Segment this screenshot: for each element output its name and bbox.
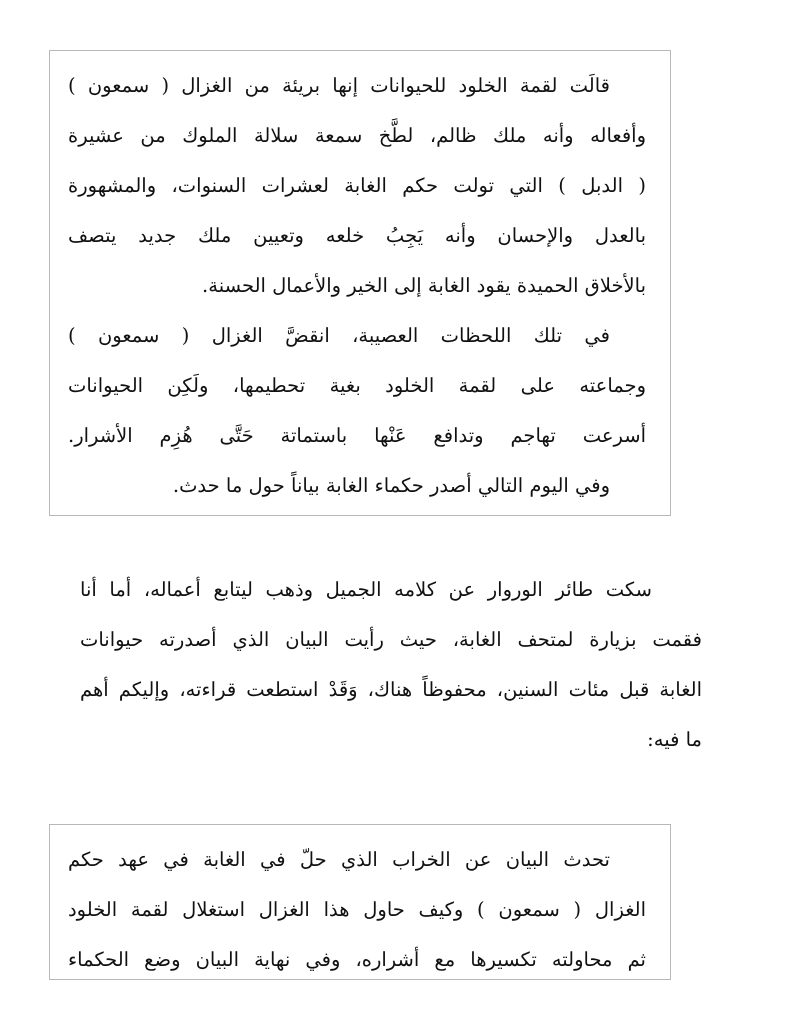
paragraph-line: سكت طائر الوروار عن كلامه الجميل وذهب ليتابع أعماله، أما أنا [80, 578, 652, 601]
paragraph-line: بالأخلاق الحميدة يقود الغابة إلى الخير والأعمال الحسنة. [202, 274, 646, 297]
paragraph-line: في تلك اللحظات العصيبة، انقضَّ الغزال ( سمعون ) [68, 324, 610, 347]
paragraph-line: ( الدبل ) التي تولت حكم الغابة لعشرات السنوات، والمشهورة [68, 174, 646, 197]
paragraph-line: تحدث البيان عن الخراب الذي حلّ في الغابة في عهد حكم [68, 848, 610, 871]
paragraph-line: الغزال ( سمعون ) وكيف حاول هذا الغزال استغلال لقمة الخلود [68, 898, 646, 921]
paragraph-line: بالعدل والإحسان وأنه يَجِبُ خلعه وتعيين ملك جديد يتصف [68, 224, 646, 247]
narration-paragraph [80, 565, 702, 765]
paragraph-line: قالَت لقمة الخلود للحيوانات إنها بريئة من الغزال ( سمعون ) [68, 74, 610, 97]
paragraph-line: ثم محاولته تكسيرها مع أشراره، وفي نهاية البيان وضع الحكماء [68, 948, 646, 971]
paragraph-line: ما فيه: [647, 728, 702, 751]
paragraph-line: الغابة قبل مئات السنين، محفوظاً هناك، وَقَدْ استطعت قراءته، وإليكم أهم [80, 678, 702, 701]
story-box-top [49, 50, 671, 516]
paragraph-line: وجماعته على لقمة الخلود بغية تحطيمها، ولَكِن الحيوانات [68, 374, 646, 397]
story-box-bottom [49, 824, 671, 980]
paragraph-line: فقمت بزيارة لمتحف الغابة، حيث رأيت البيان الذي أصدرته حيوانات [80, 628, 702, 651]
paragraph-line: أسرعت تهاجم وتدافع عَنْها باستماتة حَتَّى هُزِم الأشرار. [68, 424, 646, 447]
paragraph-line: وفي اليوم التالي أصدر حكماء الغابة بياناً حول ما حدث. [172, 474, 610, 497]
paragraph-line: وأفعاله وأنه ملك ظالم، لطَّخ سمعة سلالة الملوك من عشيرة [68, 124, 646, 147]
